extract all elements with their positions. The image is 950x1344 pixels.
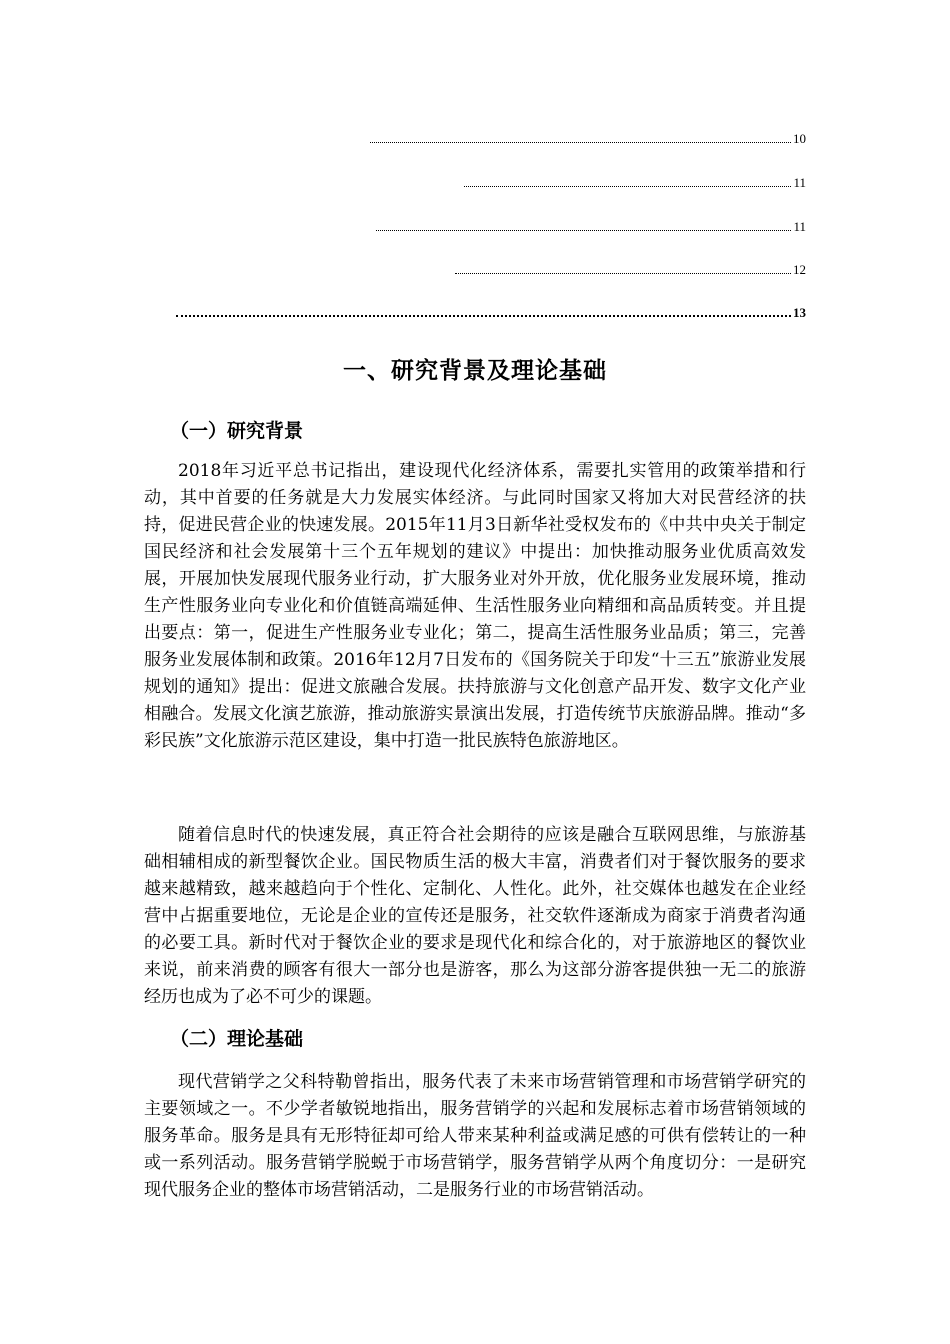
toc-page-number: 12 [793,262,806,277]
subsection-title-theory: （二）理论基础 [170,1028,304,1050]
toc-page-number: 13 [793,305,806,320]
toc-page-number: 11 [793,175,806,190]
toc-entry[interactable] [455,258,806,278]
toc-entry[interactable] [464,171,806,191]
toc-entry[interactable] [176,301,806,321]
section-title: 一、研究背景及理论基础 [343,358,607,384]
paragraph-background-1: 2018年习近平总书记指出，建设现代化经济体系，需要扎实管用的政策举措和行动，其中首要的任务就是大力发展实体经济。与此同时国家又将加大对民营经济的扶持，促进民营企业的快速发展。2015年11月3日新华社受权发布的《中共中央关于制定国民经济和社会发展第十三个五年规划的建议》中提出：加快推动服务业优质高效发展，开展加快发展现代服务业行动，扩大服务业对外开放，优化服务业发展环境，推动生产性服务业向专业化和价值链高端延伸、生活性服务业向精细和高品质转变。并且提出要点：第一，促进生产性服务业专业化；第二，提高生活性服务业品质；第三，完善服务业发展体制和政策。2016年12月7日发布的《国务院关于印发“十三五”旅游业发展规划的通知》提出：促进文旅融合发展。扶持旅游与文化创意产品开发、数字文化产业相融合。发展文化演艺旅游，推动旅游实景演出发展，打造传统节庆旅游品牌。推动“多彩民族”文化旅游示范区建设，集中打造一批民族特色旅游地区。 [144,461,806,751]
toc-page-number: 10 [793,131,806,146]
subsection-title-background: （一）研究背景 [170,420,304,442]
toc-entry[interactable] [376,215,806,235]
toc-leader [376,230,791,231]
toc-leader [370,142,791,143]
paragraph-background-2: 随着信息时代的快速发展，真正符合社会期待的应该是融合互联网思维，与旅游基础相辅相成的新型餐饮企业。国民物质生活的极大丰富，消费者们对于餐饮服务的要求越来越精致，越来越趋向于个性化、定制化、人性化。此外，社交媒体也越发在企业经营中占据重要地位，无论是企业的宣传还是服务，社交软件逐渐成为商家于消费者沟通的必要工具。新时代对于餐饮企业的要求是现代化和综合化的，对于旅游地区的餐饮业来说，前来消费的顾客有很大一部分也是游客，那么为这部分游客提供独一无二的旅游经历也成为了必不可少的课题。 [144,825,806,1007]
toc-leader [464,186,791,187]
toc-entry[interactable] [370,127,806,147]
toc-leader [176,315,791,317]
toc-leader [455,273,791,274]
toc-page-number: 11 [793,219,806,234]
paragraph-theory-1: 现代营销学之父科特勒曾指出，服务代表了未来市场营销管理和市场营销学研究的主要领域之一。不少学者敏锐地指出，服务营销学的兴起和发展标志着市场营销领域的服务革命。服务是具有无形特征却可给人带来某种利益或满足感的可供有偿转让的一种或一系列活动。服务营销学脱蜕于市场营销学，服务营销学从两个角度切分：一是研究现代服务企业的整体市场营销活动，二是服务行业的市场营销活动。 [144,1072,806,1200]
